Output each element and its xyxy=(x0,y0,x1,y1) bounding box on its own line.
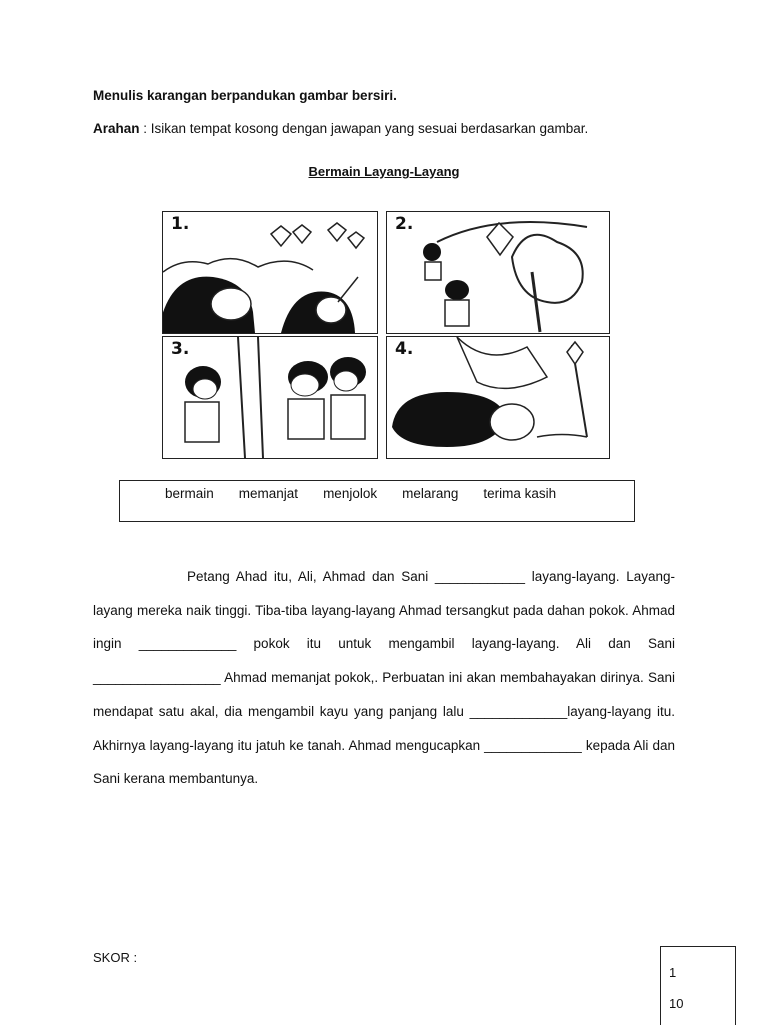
score-denominator: 10 xyxy=(669,996,684,1011)
picture-panel-2 xyxy=(386,211,610,334)
instruction xyxy=(93,121,588,136)
word-bank-item: memanjat xyxy=(238,486,299,501)
friends-warning-illustration xyxy=(163,337,377,458)
word-bank-item: bermain xyxy=(165,486,214,501)
picture-panel-1 xyxy=(162,211,378,334)
kids-flying-kites-illustration xyxy=(163,212,377,333)
panel-number: 1. xyxy=(171,214,190,234)
score-box xyxy=(660,946,736,1025)
picture-panel-4 xyxy=(386,336,610,459)
score-numerator: 1 xyxy=(669,965,677,980)
worksheet-heading: Menulis karangan berpandukan gambar bersiri. xyxy=(93,88,397,103)
instruction-text: : Isikan tempat kosong dengan jawapan yang sesuai berdasarkan gambar. xyxy=(139,121,589,136)
panel-number: 3. xyxy=(171,339,190,359)
instruction-label: Arahan xyxy=(93,121,140,136)
picture-series xyxy=(162,211,610,457)
word-bank xyxy=(119,480,635,522)
passage-text: Petang Ahad itu, Ali, Ahmad dan Sani ____________ layang-layang. Layang-layang mereka naik tinggi. Tiba-tiba layang-layang Ahmad tersangkut pada dahan pokok. Ahmad ingin _____________ pokok itu untuk mengambil layang-layang. Ali dan Sani _________________ Ahmad memanjat pokok,. Perbuatan ini akan membahayakan dirinya. Sani mendapat satu akal, dia mengambil kayu yang panjang lalu _____________layang-layang itu. Akhirnya layang-layang itu jatuh ke tanah. Ahmad mengucapkan _____________ kepada Ali dan Sani kerana membantunya. xyxy=(93,569,675,787)
word-bank-item: melarang xyxy=(402,486,459,501)
picture-panel-3 xyxy=(162,336,378,459)
panel-number: 4. xyxy=(395,339,414,359)
panel-number: 2. xyxy=(395,214,414,234)
fill-in-passage xyxy=(93,560,675,796)
word-bank-item: terima kasih xyxy=(483,486,557,501)
word-bank-item: menjolok xyxy=(323,486,378,501)
score-label: SKOR : xyxy=(93,950,138,965)
boy-climbing-tree-illustration xyxy=(387,212,609,333)
story-title: Bermain Layang-Layang xyxy=(308,164,460,179)
boy-with-pole-illustration xyxy=(387,337,609,458)
